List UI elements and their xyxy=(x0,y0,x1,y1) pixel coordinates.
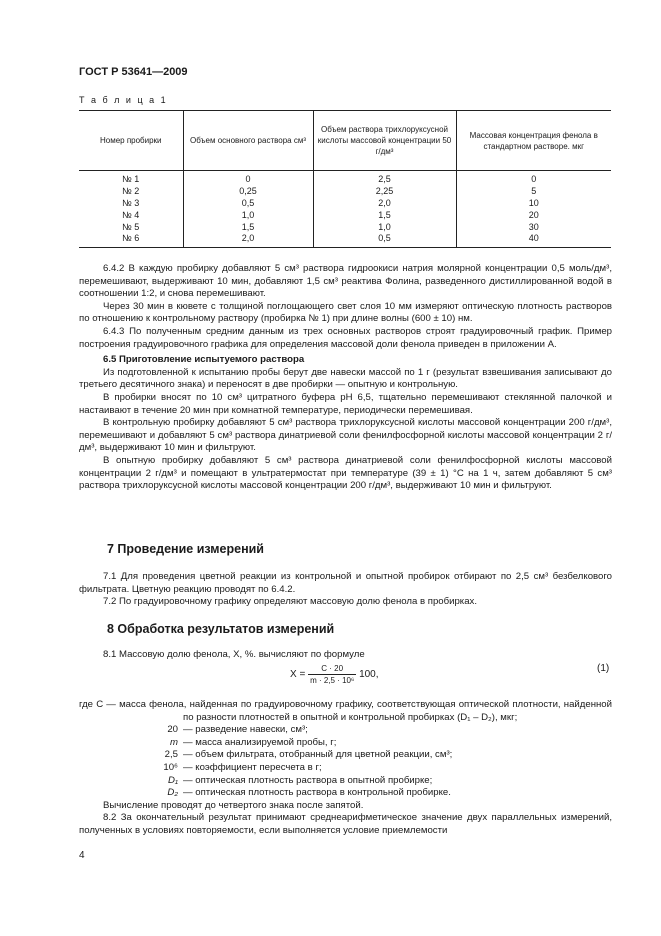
table-cell: 30 xyxy=(456,221,611,233)
definition-row xyxy=(79,787,612,800)
definition-text: — коэффициент пересчета в г; xyxy=(183,761,322,773)
section-8-heading: 8 Обработка результатов измерений xyxy=(107,622,335,636)
table-cell: 0 xyxy=(456,171,611,186)
document-header: ГОСТ Р 53641—2009 xyxy=(79,66,188,78)
table-row xyxy=(79,221,611,233)
variable-definitions xyxy=(79,699,612,838)
table-cell: 2,25 xyxy=(313,186,456,198)
paragraph-6-5-c: В контрольную пробирку добавляют 5 см³ раствора трихлоруксусной кислоты массовой концентрации 200 г/дм³, перемешивают и добавляют 5 см³ раствора динатриевой соли фенилфосфорной кислоты массовой концентрации 2 г/дм³, выдерживают 10 мин и фильтруют. xyxy=(79,417,612,454)
table-header-cell: Массовая концентрация фенола в стандартном растворе. мкг xyxy=(456,111,611,171)
table-cell: № 6 xyxy=(79,233,183,247)
table-caption: Т а б л и ц а 1 xyxy=(79,95,168,105)
formula-lhs: X = xyxy=(290,669,306,681)
table-cell: 5 xyxy=(456,186,611,198)
section-7-text xyxy=(79,571,612,609)
definition-symbol: m xyxy=(170,736,178,748)
formula xyxy=(290,664,379,685)
section-6-text xyxy=(79,263,612,493)
table-header-cell: Объем основного раствора см³ xyxy=(183,111,313,171)
table-cell: 2,0 xyxy=(183,233,313,247)
definition-text: — масса анализируемой пробы, г; xyxy=(183,736,337,748)
table-cell: № 1 xyxy=(122,174,140,185)
formula-number: (1) xyxy=(597,663,610,674)
section-8-intro xyxy=(79,649,612,662)
table-cell: 1,0 xyxy=(313,221,456,233)
paragraph-6-5-a: Из подготовленной к испытанию пробы берут две навески массой по 1 г (результат взвешивания записывают до третьего десятичного знака) и переносят в две пробирки — опытную и контрольную. xyxy=(79,366,612,391)
table-row xyxy=(79,198,611,210)
subsection-heading-6-5: 6.5 Приготовление испытуемого раствора xyxy=(103,354,305,366)
table-cell: 2,0 xyxy=(313,198,456,210)
definition-row xyxy=(79,737,612,750)
definition-text: — оптическая плотность раствора в опытной пробирке; xyxy=(183,774,433,786)
table-cell: 0 xyxy=(183,171,313,186)
definition-symbol: 10⁶ xyxy=(163,761,178,773)
definition-row xyxy=(79,749,612,762)
paragraph-8-1-end: Вычисление проводят до четвертого знака после запятой. xyxy=(103,799,364,811)
table-cell: 0,5 xyxy=(183,198,313,210)
formula-denominator: m · 2,5 · 10⁶ xyxy=(310,676,355,685)
data-table xyxy=(79,110,611,248)
definition-row xyxy=(79,775,612,788)
table-row xyxy=(79,171,611,186)
table-cell: 1,0 xyxy=(183,209,313,221)
table-row xyxy=(79,233,611,247)
definition-c: где C — масса фенола, найденная по градуировочному графику, соответствующая оптической плотности, найденной по разности плотностей в опытной и контрольной пробирках (D₁ – D₂), мкг; xyxy=(79,699,612,723)
table-cell: № 4 xyxy=(122,209,140,220)
paragraph-7-1: 7.1 Для проведения цветной реакции из контрольной и опытной пробирок отбирают по 2,5 см³ безбелкового фильтрата. Цветную реакцию проводят по 6.4.2. xyxy=(79,571,612,595)
table-header-cell: Номер пробирки xyxy=(79,111,183,171)
formula-fraction xyxy=(308,664,356,685)
section-7-heading: 7 Проведение измерений xyxy=(107,542,264,556)
table-cell: 0,5 xyxy=(313,233,456,247)
definition-text: — оптическая плотность раствора в контрольной пробирке. xyxy=(183,787,451,799)
table-cell: 10 xyxy=(456,198,611,210)
definition-row xyxy=(79,762,612,775)
definition-symbol: 20 xyxy=(167,724,178,736)
table-cell: № 5 xyxy=(122,221,140,232)
table-row xyxy=(79,209,611,221)
definition-symbol: 2,5 xyxy=(164,749,178,761)
definition-text: — разведение навески, см³; xyxy=(183,724,308,736)
definition-symbol: D₂ xyxy=(167,787,178,799)
table-header-cell: Объем раствора трихлоруксусной кислоты массовой концентрации 50 г/дм³ xyxy=(313,111,456,171)
paragraph-6-4-2-continued: Через 30 мин в кювете с толщиной поглощающего свет слоя 10 мм измеряют оптическую плотность растворов по отношению к контрольному раствору (пробирка № 1) при длине волны (600 ± 10) нм. xyxy=(79,300,612,325)
table-cell: 2,5 xyxy=(313,171,456,186)
paragraph-7-2: 7.2 По градуировочному графику определяют массовую долю фенола в пробирках. xyxy=(103,596,478,608)
table-cell: 0,25 xyxy=(183,186,313,198)
table-header-row xyxy=(79,111,611,171)
paragraph-6-5-b: В пробирки вносят по 10 см³ цитратного буфера рН 6,5, тщательно перемешивают стеклянной палочкой и настаивают в течение 20 мин при комнатной температуре, периодически перемешивая. xyxy=(79,391,612,416)
definition-text: — объем фильтрата, отобранный для цветной реакции, см³; xyxy=(183,749,453,761)
definition-row xyxy=(79,724,612,737)
paragraph-8-2: 8.2 За окончательный результат принимают среднеарифметическое значение двух параллельных измерений, полученных в условиях повторяемости, если выполняется условие приемлемости xyxy=(79,812,612,836)
table-cell: 1,5 xyxy=(183,221,313,233)
table-cell: 40 xyxy=(456,233,611,247)
table-row xyxy=(79,186,611,198)
table-cell: 20 xyxy=(456,209,611,221)
paragraph-8-1: 8.1 Массовую долю фенола, X, %. вычисляют по формуле xyxy=(103,649,365,660)
page-number: 4 xyxy=(79,850,85,861)
paragraph-6-4-2: 6.4.2 В каждую пробирку добавляют 5 см³ раствора гидроокиси натрия молярной концентрации 0,5 моль/дм³, перемешивают, выдерживают 10 мин, добавляют 1,5 см³ реактива Фолина, разведенного дистиллированной водой в соотношении 1:2, и снова перемешивают. xyxy=(79,263,612,300)
paragraph-6-5-d: В опытную пробирку добавляют 5 см³ раствора динатриевой соли фенилфосфорной кислоты массовой концентрации 2 г/дм³ и помещают в ультратермостат при температуре (39 ± 1) °С на 1 ч, затем добавляют 5 см³ раствора трихлоруксусной кислоты массовой концентрации 200 г/дм³, выдерживают 10 мин и фильтруют. xyxy=(79,454,612,492)
table-cell: № 2 xyxy=(122,186,140,197)
formula-tail: 100, xyxy=(359,669,379,681)
paragraph-6-4-3: 6.4.3 По полученным средним данным из трех основных растворов строят градуировочный график. Пример построения градуировочного графика для определения массовой доли фенола приведен в приложении А. xyxy=(79,325,612,350)
table-cell: № 3 xyxy=(122,197,140,208)
definition-symbol: D₁ xyxy=(168,774,178,786)
table-cell: 1,5 xyxy=(313,209,456,221)
formula-numerator: C · 20 xyxy=(308,664,356,675)
